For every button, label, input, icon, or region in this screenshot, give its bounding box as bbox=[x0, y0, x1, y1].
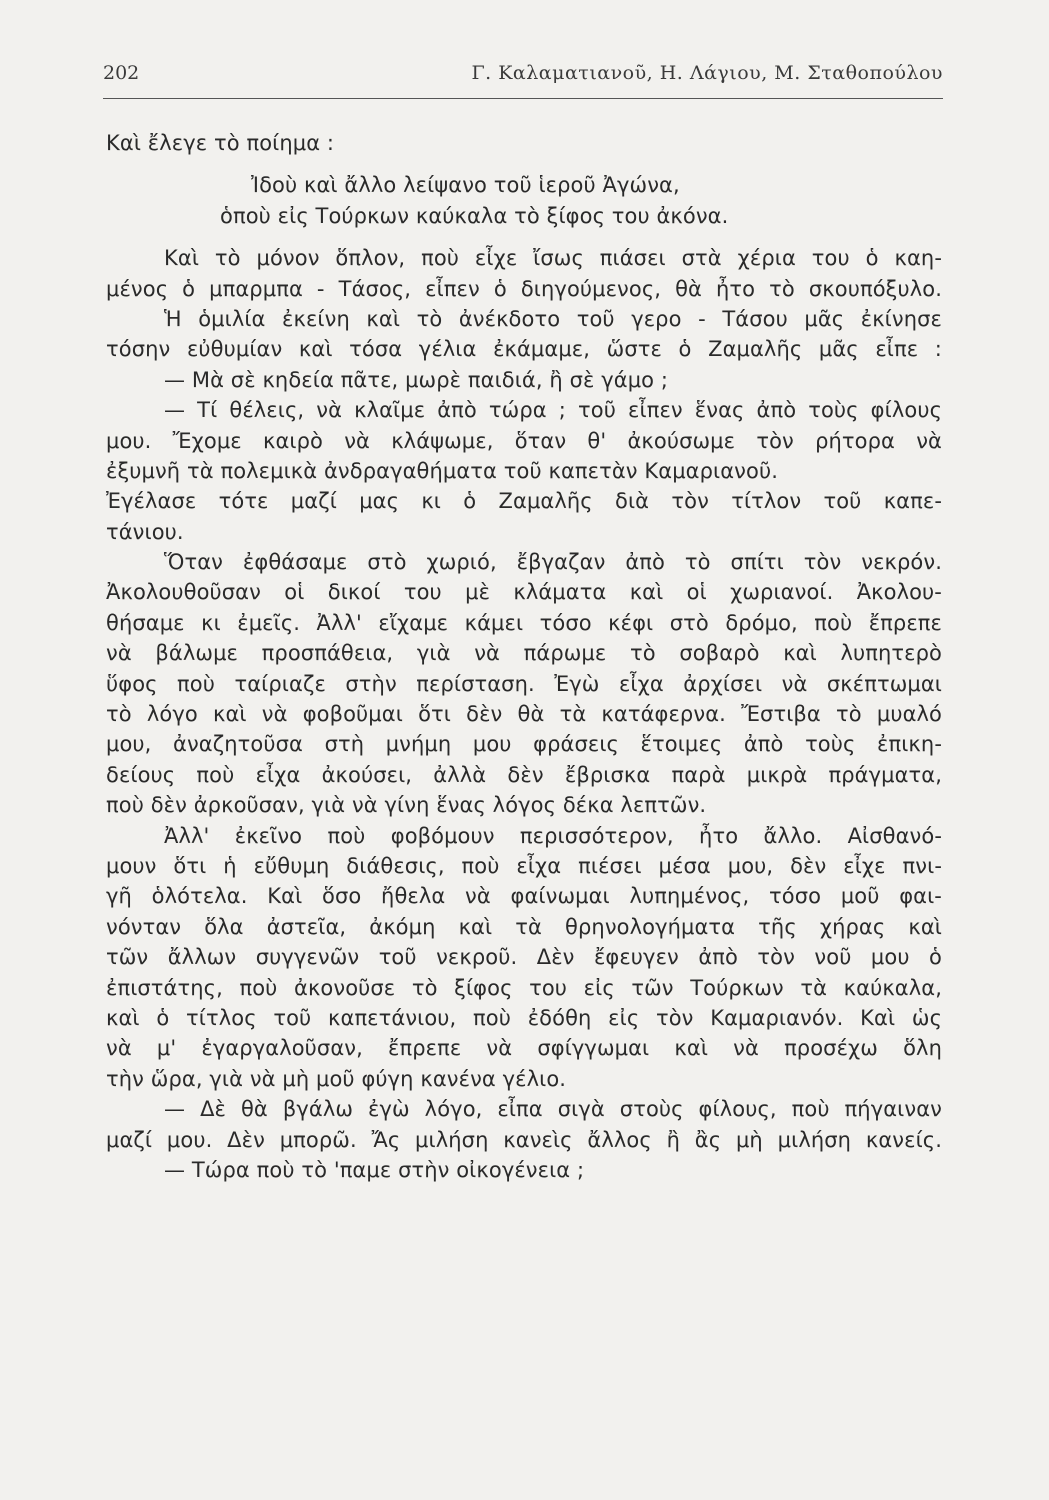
text-line: νὰ μ' ἐγαργαλοῦσαν, ἔπρεπε νὰ σφίγγωμαι καὶ νὰ προσέχω ὅλη bbox=[106, 1036, 942, 1061]
text-line: Καὶ τὸ μόνον ὅπλον, ποὺ εἶχε ἴσως πιάσει στὰ χέρια του ὁ καη- bbox=[164, 246, 942, 271]
page-header bbox=[103, 62, 943, 96]
text-line: — Τί θέλεις, νὰ κλαῖμε ἀπὸ τώρα ; τοῦ εἶπεν ἕνας ἀπὸ τοὺς φίλους bbox=[164, 398, 942, 423]
text-line: — Μὰ σὲ κηδεία πᾶτε, μωρὲ παιδιά, ἢ σὲ γάμο ; bbox=[164, 367, 669, 392]
text-line: δείους ποὺ εἶχα ἀκούσει, ἀλλὰ δὲν ἔβρισκα παρὰ μικρὰ πράγματα, bbox=[106, 762, 942, 787]
text-line: Καὶ ἔλεγε τὸ ποίημα : bbox=[106, 131, 335, 155]
text-line: καὶ ὁ τίτλος τοῦ καπετάνιου, ποὺ ἐδόθη εἰς τὸν Καμαριανόν. Καὶ ὡς bbox=[106, 1005, 942, 1030]
text-line: τῶν ἄλλων συγγενῶν τοῦ νεκροῦ. Δὲν ἔφευγεν ἀπὸ τὸν νοῦ μου ὁ bbox=[106, 945, 942, 970]
text-line: τὸ λόγο καὶ νὰ φοβοῦμαι ὅτι δὲν θὰ τὰ κατάφερνα. Ἔστιβα τὸ μυαλό bbox=[106, 702, 942, 727]
text-line: Ὅταν ἐφθάσαμε στὸ χωριό, ἔβγαζαν ἀπὸ τὸ σπίτι τὸν νεκρόν. bbox=[164, 550, 942, 575]
body-text bbox=[106, 128, 942, 1185]
text-line: τόσην εὐθυμίαν καὶ τόσα γέλια ἐκάμαμε, ὥστε ὁ Ζαμαλῆς μᾶς εἶπε : bbox=[106, 337, 942, 362]
page-number: 202 bbox=[103, 62, 140, 84]
text-line: Ἀλλ' ἐκεῖνο ποὺ φοβόμουν περισσότερον, ἦτο ἄλλο. Αἰσθανό- bbox=[164, 823, 942, 848]
text-line: ποὺ δὲν ἀρκοῦσαν, γιὰ νὰ γίνη ἕνας λόγος δέκα λεπτῶν. bbox=[106, 793, 707, 818]
text-line: ἐξυμνῆ τὰ πολεμικὰ ἀνδραγαθήματα τοῦ καπετὰν Καμαριανοῦ. bbox=[106, 458, 778, 483]
poem-line: Ἰδοὺ καὶ ἄλλο λείψανο τοῦ ἱεροῦ Ἀγώνα, bbox=[251, 173, 680, 198]
poem-line: ὁποὺ εἰς Τούρκων καύκαλα τὸ ξίφος του ἀκόνα. bbox=[220, 203, 729, 228]
text-line: — Δὲ θὰ βγάλω ἐγὼ λόγο, εἶπα σιγὰ στοὺς φίλους, ποὺ πήγαιναν bbox=[164, 1097, 942, 1122]
text-line: νὰ βάλωμε προσπάθεια, γιὰ νὰ πάρωμε τὸ σοβαρὸ καὶ λυπητερὸ bbox=[106, 641, 942, 666]
text-line: Ἡ ὁμιλία ἐκείνη καὶ τὸ ἀνέκδοτο τοῦ γερο - Τάσου μᾶς ἐκίνησε bbox=[164, 306, 942, 331]
running-head: Γ. Καλαματιανοῦ, Η. Λάγιου, Μ. Σταθοπούλου bbox=[471, 62, 943, 84]
text-line: ὕφος ποὺ ταίριαζε στὴν περίσταση. Ἐγὼ εἶχα ἀρχίσει νὰ σκέπτωμαι bbox=[106, 671, 942, 696]
text-line: μου, ἀναζητοῦσα στὴ μνήμη μου φράσεις ἕτοιμες ἀπὸ τοὺς ἐπικη- bbox=[106, 732, 942, 757]
text-line: νόνταν ὅλα ἀστεῖα, ἀκόμη καὶ τὰ θρηνολογήματα τῆς χήρας καὶ bbox=[106, 914, 942, 939]
text-line: θήσαμε κι ἐμεῖς. Ἀλλ' εἴχαμε κάμει τόσο κέφι στὸ δρόμο, ποὺ ἔπρεπε bbox=[106, 610, 942, 635]
text-line: γῆ ὁλότελα. Καὶ ὅσο ἤθελα νὰ φαίνωμαι λυπημένος, τόσο μοῦ φαι- bbox=[106, 884, 942, 909]
text-line: Ἐγέλασε τότε μαζί μας κι ὁ Ζαμαλῆς διὰ τὸν τίτλον τοῦ καπε- bbox=[106, 489, 942, 514]
text-line: μουν ὅτι ἡ εὔθυμη διάθεσις, ποὺ εἶχα πιέσει μέσα μου, δὲν εἶχε πνι- bbox=[106, 853, 942, 878]
text-line: τὴν ὥρα, γιὰ νὰ μὴ μοῦ φύγη κανένα γέλιο. bbox=[106, 1066, 567, 1091]
text-line: μου. Ἔχομε καιρὸ νὰ κλάψωμε, ὅταν θ' ἀκούσωμε τὸν ρήτορα νὰ bbox=[106, 428, 942, 453]
text-line: — Τώρα ποὺ τὸ 'παμε στὴν οἰκογένεια ; bbox=[164, 1157, 585, 1182]
header-rule bbox=[103, 98, 943, 99]
text-line: μένος ὁ μπαρμπα - Τάσος, εἶπεν ὁ διηγούμενος, θὰ ἦτο τὸ σκουπόξυλο. bbox=[106, 276, 942, 301]
text-line: Ἀκολουθοῦσαν οἱ δικοί του μὲ κλάματα καὶ οἱ χωριανοί. Ἀκολου- bbox=[106, 580, 942, 605]
text-line: μαζί μου. Δὲν μπορῶ. Ἄς μιλήση κανεὶς ἄλλος ἢ ἂς μὴ μιλήση κανείς. bbox=[106, 1127, 942, 1152]
text-line: τάνιου. bbox=[106, 519, 184, 544]
text-line: ἐπιστάτης, ποὺ ἀκονοῦσε τὸ ξίφος του εἰς τῶν Τούρκων τὰ καύκαλα, bbox=[106, 975, 942, 1000]
